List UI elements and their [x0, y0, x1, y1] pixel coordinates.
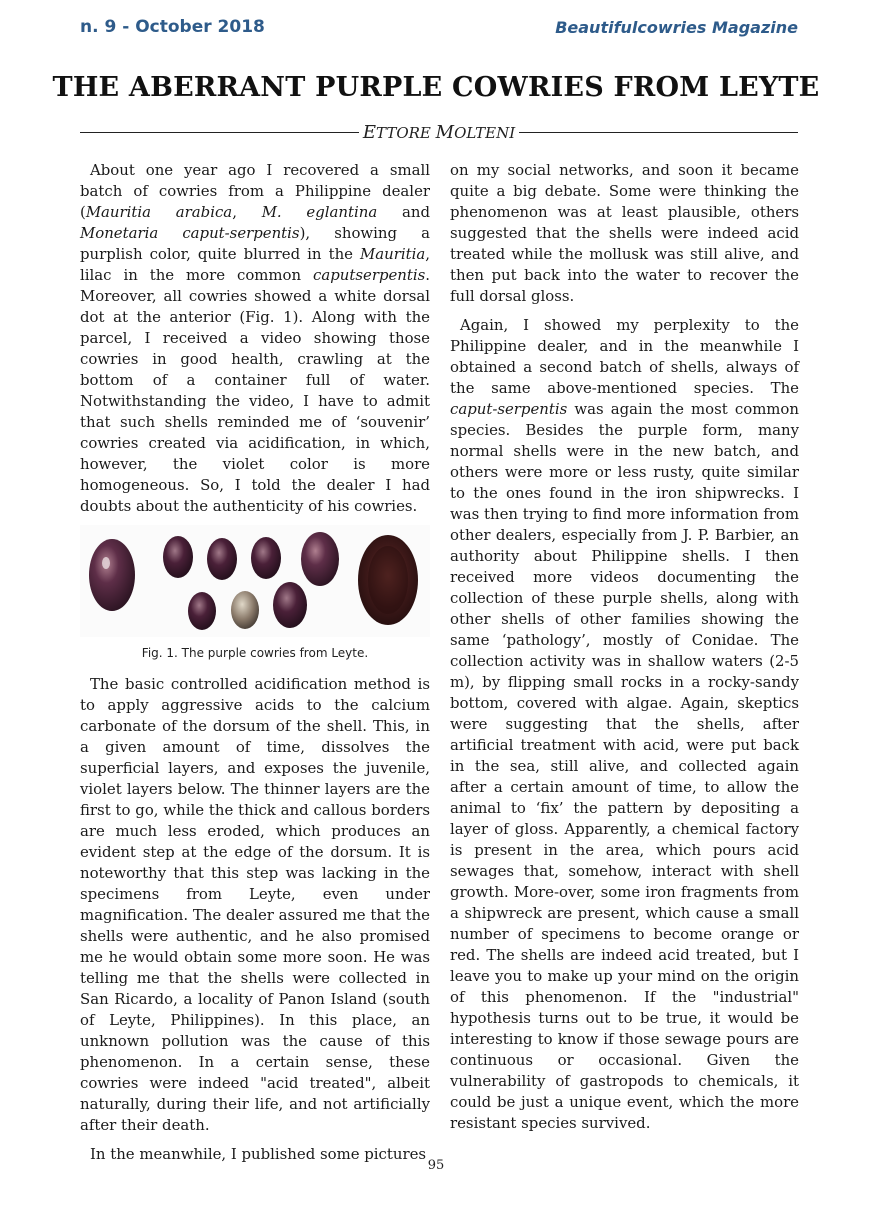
cowrie-shell-5: [301, 532, 339, 586]
author-part-1: TTORE: [376, 123, 436, 142]
issue-label: n. 9 - October 2018: [80, 17, 265, 37]
author-initial-1: E: [362, 121, 377, 143]
p1-text-f: . Moreover, all cowries showed a white dorsal dot at the anterior (Fig. 1). Along with the parcel, I received a video showing those cowries in good health, crawling at the bottom of a container full of water. Notwithstanding the video, I have to admit that such shells reminded me of ‘souvenir’ cowries created via acidification, in which, however, the violet color is more homogeneous. So, I told the dealer I had doubts about the authenticity of his cowries.: [80, 266, 430, 515]
cowrie-shell-8: [231, 591, 259, 629]
byline-rule-left: [80, 132, 359, 133]
cowrie-shell-4: [251, 537, 281, 579]
author-name: [359, 122, 519, 143]
cowrie-shell-1: [89, 539, 135, 611]
p1-genus: Mauritia: [360, 245, 426, 263]
cowrie-shell-9: [273, 582, 307, 628]
paragraph-2: The basic controlled acidification method is to apply aggressive acids to the calcium carbonate of the dorsum of the shell. This, in a given amount of time, dissolves the superficial layers, and exposes the juvenile, violet layers below. The thinner layers are the first to go, while the thick and callous borders are much less eroded, which produces an evident step at the edge of the dorsum. It is noteworthy that this step was lacking in the specimens from Leyte, even under magnification. The dealer assured me that the shells were authentic, and he also promised me he would obtain some more soon. He was telling me that the shells were collected in San Ricardo, a locality of Panon Island (south of Leyte, Philippines). In this place, an unknown pollution was the cause of this phenomenon. In a certain sense, these cowries were indeed "acid treated", albeit naturally, during their life, and not artificially after their death.: [80, 675, 430, 1134]
p1-text-c: and: [377, 203, 430, 221]
title-initial-1: T: [52, 72, 73, 103]
p4-species: caput-serpentis: [450, 400, 568, 418]
article-title: [0, 72, 872, 103]
paragraph-3-continued: on my social networks, and soon it became quite a big debate. Some were thinking the phenomenon was at least plausible, others suggested that the shells were indeed acid treated while the mollusk was still alive, and then put back into the water to recover the full dorsal gloss.: [450, 161, 799, 305]
p1-species-4: caputserpentis: [313, 266, 426, 284]
p1-species-2: M. eglantina: [261, 203, 378, 221]
p1-text-a: About one year ago I recovered a small batch of cowries from a Philippine dealer (: [80, 161, 430, 221]
p1-species-1: Mauritia arabica: [85, 203, 233, 221]
cowrie-shell-3: [207, 538, 237, 580]
byline-rule-right: [519, 132, 798, 133]
cowrie-shell-2: [163, 536, 193, 578]
title-part-1: HE ABERRANT PURPLE COWRIES FROM: [72, 72, 719, 103]
right-column: [450, 160, 799, 1142]
page-number: 95: [427, 1158, 445, 1173]
p1-text-e: , lilac in the more common: [80, 245, 430, 284]
p1-species-3: Monetaria caput-serpentis: [80, 224, 300, 242]
title-initial-2: L: [718, 72, 739, 103]
author-initial-2: M: [435, 121, 455, 143]
magazine-name: Beautifulcowries Magazine: [555, 18, 798, 37]
paragraph-4: [450, 315, 799, 1134]
paragraph-3-start: In the meanwhile, I published some pictures: [90, 1145, 427, 1163]
p4-text-a: Again, I showed my perplexity to the Philippine dealer, and in the meanwhile I obtained a second batch of shells, always of the same above-mentioned species. The: [450, 316, 799, 397]
author-part-2: OLTENI: [454, 123, 516, 142]
figure-caption: Fig. 1. The purple cowries from Leyte.: [141, 646, 369, 660]
p4-text-b: was again the most common species. Besides the purple form, many normal shells were in the new batch, and others were more or less rusty, quite similar to the ones found in the iron shipwrecks. I was then trying to find more information from other dealers, especially from J. P. Barbier, an authority about Philippine shells. I then received more videos documenting the collection of these purple shells, along with other shells of other families showing the same ‘pathology’, mostly of Conidae. The collection activity was in shallow waters (2-5 m), by flipping small rocks in a rocky-sandy bottom, covered with algae. Again, skeptics were suggesting that the shells, after artificial treatment with acid, were put back in the sea, still alive, and collected again after a certain amount of time, to allow the animal to ‘fix’ the pattern by depositing a layer of gloss. Apparently, a chemical factory is present in the area, which pours acid sewages that, somehow, interact with shell growth. More-over, some iron fragments from a shipwreck are present, which cause a small number of specimens to become orange or red. The shells are indeed acid treated, but I leave you to make up your mind on the origin of this phenomenon. If the "industrial" hypothesis turns out to be true, it would be interesting to know if those sewage pours are continuous or occasional. Given the vulnerability of gastropods to chemicals, it could be just a unique event, which the more resistant species survived.: [450, 400, 799, 1132]
cowrie-shell-7: [188, 592, 216, 630]
p1-text-b: ,: [232, 203, 262, 221]
title-part-2: EYTE: [738, 72, 820, 103]
left-column: [80, 160, 430, 1173]
p1-text-d: ), showing a purplish color, quite blurred in the: [80, 224, 431, 263]
paragraph-1: [80, 160, 430, 517]
byline: [80, 120, 798, 144]
cowries-photo: [80, 525, 430, 637]
